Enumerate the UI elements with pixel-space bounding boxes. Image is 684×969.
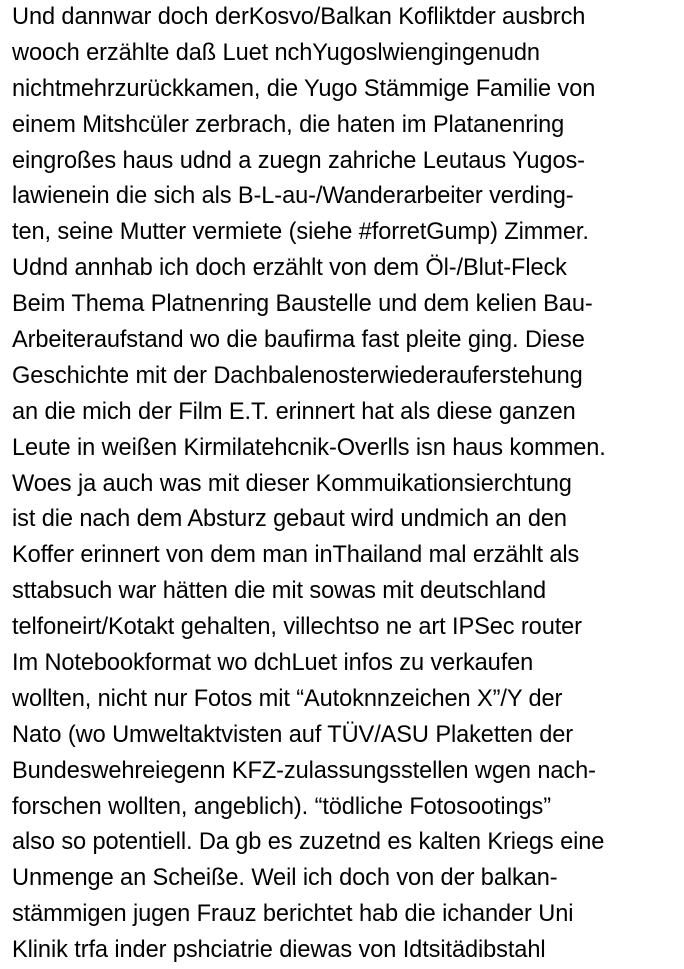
text-line-5: eingroßes haus udnd a zuegn zahriche Leutaus Yugos- [12,147,585,174]
text-line-9: Beim Thema Platnenring Baustelle und dem kelien Bau- [12,291,593,318]
text-line-12: an die mich der Film E.T. erinnert hat als diese ganzen [12,398,576,425]
text-line-23: forschen wollten, angeblich). “tödliche Fotosootings” [12,793,551,820]
text-line-7: ten, seine Mutter vermiete (siehe #forretGump) Zimmer. [12,219,589,246]
text-line-16: Koffer erinnert von dem man inThailand mal erzählt als [12,542,580,569]
text-line-21: Nato (wo Umweltaktvisten auf TÜV/ASU Plaketten der [12,721,574,748]
text-line-15: ist die nach dem Absturz gebaut wird undmich an den [12,506,567,533]
text-line-3: nichtmehrzurückkamen, die Yugo Stämmige Familie von [12,75,596,102]
document-page [12,0,680,964]
text-line-17: sttabsuch war hätten die mit sowas mit deutschland [12,578,546,605]
text-line-1: Und dannwar doch derKosvo/Balkan Kofliktder ausbrch [12,4,586,30]
text-line-26: stämmigen jugen Frauz berichtet hab die ichander Uni [12,901,574,928]
text-line-19: Im Notebookformat wo dchLuet infos zu verkaufen [12,650,534,677]
text-line-4: einem Mitshcüler zerbrach, die haten im Platanenring [12,111,565,138]
text-line-18: telfoneirt/Kotakt gehalten, villechtso ne art IPSec router [12,614,582,641]
text-line-11: Geschichte mit der Dachbalenosterwiederauferstehung [12,362,583,389]
text-line-2: wooch erzählte daß Luet nchYugoslwiengingenudn [12,39,540,66]
text-line-20: wollten, nicht nur Fotos mit “Autoknnzeichen X”/Y der [12,685,563,712]
text-line-8: Udnd annhab ich doch erzählt von dem Öl-/Blut-Fleck [12,255,567,282]
text-line-13: Leute in weißen Kirmilatehcnik-Overlls isn haus kommen. [12,434,606,461]
text-line-6: lawienein die sich als B-L-au-/Wanderarbeiter verding- [12,183,574,210]
text-line-24: also so potentiell. Da gb es zuzetnd es kalten Kriegs eine [12,829,605,856]
text-line-10: Arbeiteraufstand wo die baufirma fast pleite ging. Diese [12,327,585,354]
text-line-14: Woes ja auch was mit dieser Kommuikationsierchtung [12,470,572,497]
text-line-27: Klinik trfa inder pshciatrie diewas von Idtsitädibstahl [12,937,546,964]
text-line-25: Unmenge an Scheiße. Weil ich doch von der balkan- [12,865,558,892]
text-line-22: Bundeswehreiegenn KFZ-zulassungsstellen wgen nach- [12,757,596,784]
